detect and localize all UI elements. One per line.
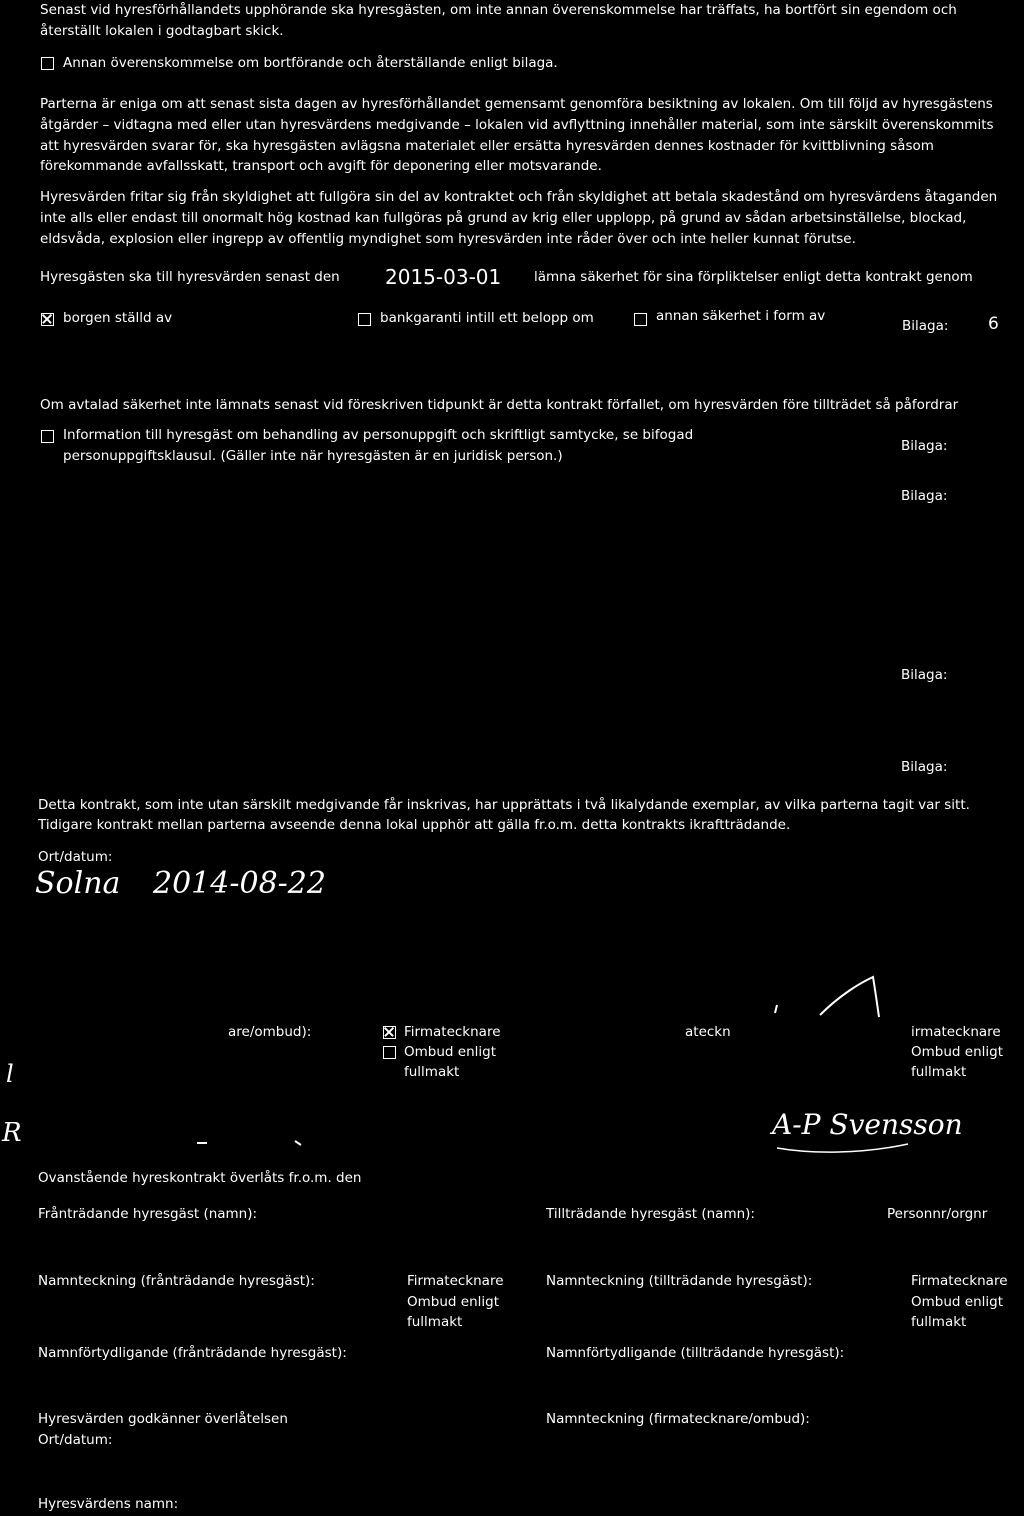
transfer-place-date-label: Ort/datum: — [38, 1432, 113, 1448]
incoming-firm-label: Firmatecknare — [911, 1273, 1008, 1289]
force-majeure-line-3: eldsvåda, explosion eller ingrepp av offentlig myndighet som hyresvärden inte råder över och inte heller kunnat förutse. — [40, 231, 856, 247]
landlord-name-label: Hyresvärdens namn: — [38, 1496, 179, 1512]
other-security-checkbox[interactable] — [634, 313, 647, 326]
tenant-handwritten-signature: A-P Svensson — [772, 1108, 963, 1141]
handwritten-date: 2014-08-22 — [153, 866, 326, 901]
incoming-clarification-label: Namnförtydligande (tillträdande hyresgäst): — [546, 1345, 845, 1361]
tenant-fullmakt-label: fullmakt — [911, 1064, 967, 1080]
moving-out-text-line-1: Senast vid hyresförhållandets upphörande ska hyresgästen, om inte annan överenskommelse har träffats, ha bortfört sin egendom och — [40, 2, 957, 18]
security-bilaga-value: 6 — [988, 314, 999, 334]
bank-guarantee-label: bankgaranti intill ett belopp om — [380, 310, 594, 326]
tenant-role-label: ateckn — [685, 1024, 731, 1040]
security-lead-text: Hyresgästen ska till hyresvärden senast den — [40, 269, 340, 285]
signature-stroke-top — [765, 975, 895, 1025]
force-majeure-line-1: Hyresvärden fritar sig från skyldighet att fullgöra sin del av kontraktet och från skyldighet att betala skadestånd om hyresvärdens åtaganden — [40, 189, 998, 205]
personal-data-bilaga-label: Bilaga: — [901, 438, 948, 454]
inspection-line-2: åtgärder – vidtagna med eller utan hyresvärdens medgivande – lokalen vid avflyttning innehåller material, som inte särskilt överenskommits — [40, 117, 994, 133]
personal-data-checkbox[interactable] — [41, 430, 54, 443]
other-agreement-checkbox[interactable] — [41, 57, 54, 70]
execution-line-2: Tidigare kontrakt mellan parterna avseende denna lokal upphör att gälla fr.o.m. detta kontrakts ikraftträdande. — [38, 817, 791, 833]
handwritten-place: Solna — [35, 866, 121, 901]
tenant-signature-underline — [772, 1140, 912, 1160]
tenant-ombud-label: Ombud enligt — [911, 1044, 1003, 1060]
force-majeure-line-2: inte alls eller endast till onormalt hög kostnad kan fullgöras på grund av krig eller upplopp, på grund av sådan arbetsinställelse, blockad, — [40, 210, 967, 226]
bilaga-4-label: Bilaga: — [901, 759, 948, 775]
landlord-ombud-label: Ombud enligt — [404, 1044, 496, 1060]
outgoing-clarification-label: Namnförtydligande (frånträdande hyresgäst): — [38, 1345, 347, 1361]
transfer-intro: Ovanstående hyreskontrakt överlåts fr.o.m. den — [38, 1170, 362, 1186]
bank-guarantee-checkbox[interactable] — [358, 313, 371, 326]
personal-data-line-1: Information till hyresgäst om behandling av personuppgift och skriftligt samtycke, se bifogad — [63, 427, 694, 443]
margin-mark-2: R — [2, 1118, 22, 1148]
security-date[interactable]: 2015-03-01 — [385, 265, 502, 289]
guarantee-label: borgen ställd av — [63, 310, 173, 326]
incoming-ombud-label: Ombud enligt — [911, 1294, 1003, 1310]
security-trail-text: lämna säkerhet för sina förpliktelser enligt detta kontrakt genom — [534, 269, 973, 285]
landlord-approves-label: Hyresvärden godkänner överlåtelsen — [38, 1411, 288, 1427]
security-default-text: Om avtalad säkerhet inte lämnats senast vid föreskriven tidpunkt är detta kontrakt förfallet, om hyresvärden före tillträdet så påfordrar — [40, 397, 959, 413]
landlord-role-label: are/ombud): — [228, 1024, 312, 1040]
bilaga-2-label: Bilaga: — [901, 488, 948, 504]
outgoing-ombud-label: Ombud enligt — [407, 1294, 499, 1310]
execution-line-1: Detta kontrakt, som inte utan särskilt medgivande får inskrivas, har upprättats i två likalydande exemplar, av vilka parterna tagit var sitt. — [38, 797, 970, 813]
signature-dashes — [195, 1135, 315, 1155]
place-date-label: Ort/datum: — [38, 849, 113, 865]
outgoing-signature-label: Namnteckning (frånträdande hyresgäst): — [38, 1273, 315, 1289]
outgoing-tenant-label: Frånträdande hyresgäst (namn): — [38, 1206, 258, 1222]
guarantee-checkbox[interactable] — [41, 313, 54, 326]
landlord-firmatecknare-checkbox[interactable] — [383, 1026, 396, 1039]
other-agreement-label: Annan överenskommelse om bortförande och återställande enligt bilaga. — [63, 55, 558, 71]
margin-mark-1: l — [6, 1060, 14, 1088]
inspection-line-3: att hyresvärden svarar för, ska hyresgästen avlägsna materialet eller ersätta hyresvärden dennes kostnader för kvittblivning såsom — [40, 138, 934, 154]
incoming-tenant-label: Tillträdande hyresgäst (namn): — [546, 1206, 755, 1222]
inspection-line-1: Parterna är eniga om att senast sista dagen av hyresförhållandet gemensamt genomföra besiktning av lokalen. Om till följd av hyresgästens — [40, 96, 993, 112]
personal-number-label: Personnr/orgnr — [887, 1206, 988, 1222]
landlord-fullmakt-label: fullmakt — [404, 1064, 460, 1080]
outgoing-fullmakt-label: fullmakt — [407, 1314, 463, 1330]
personal-data-line-2: personuppgiftsklausul. (Gäller inte när hyresgästen är en juridisk person.) — [63, 448, 563, 464]
landlord-ombud-checkbox[interactable] — [383, 1046, 396, 1059]
landlord-signature-label: Namnteckning (firmatecknare/ombud): — [546, 1411, 810, 1427]
incoming-fullmakt-label: fullmakt — [911, 1314, 967, 1330]
outgoing-firm-label: Firmatecknare — [407, 1273, 504, 1289]
other-security-label: annan säkerhet i form av — [656, 308, 826, 324]
landlord-firmatecknare-label: Firmatecknare — [404, 1024, 501, 1040]
bilaga-3-label: Bilaga: — [901, 667, 948, 683]
moving-out-text-line-2: återställt lokalen i godtagbart skick. — [40, 23, 284, 39]
incoming-signature-label: Namnteckning (tillträdande hyresgäst): — [546, 1273, 813, 1289]
tenant-firmatecknare-label: irmatecknare — [911, 1024, 1001, 1040]
security-bilaga-label: Bilaga: — [902, 318, 949, 334]
inspection-line-4: förekommande avfallsskatt, transport och avgift för deponering eller motsvarande. — [40, 158, 602, 174]
